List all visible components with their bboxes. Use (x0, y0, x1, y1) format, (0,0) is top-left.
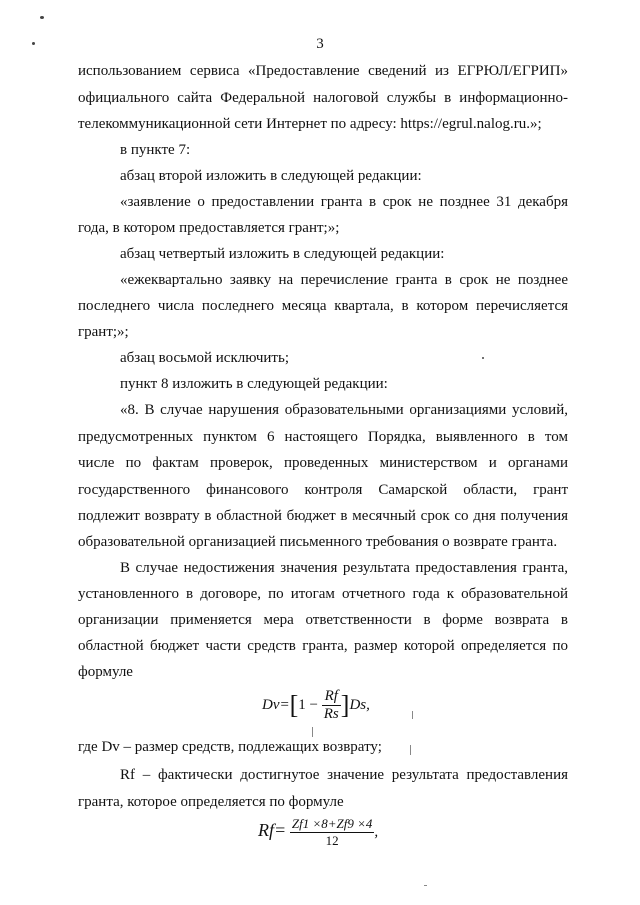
text-line: подлежит возврату в областной бюджет в месячный срок со дня получения (78, 508, 568, 524)
formula-denominator: 12 (325, 833, 339, 848)
scan-speck (312, 727, 313, 737)
text-line: образовательной организацией письменного требования о возврате гранта. (78, 534, 558, 550)
formula-one-minus: 1 − (298, 696, 319, 713)
text-line: телекоммуникационной сети Интернет по адресу: https://egrul.nalog.ru.»; (78, 116, 542, 132)
text-line: Rf – фактически достигнутое значение результата предоставления (120, 767, 568, 783)
formula-fraction (290, 816, 375, 849)
text-line: установленного в договоре, по итогам отчетного года к образовательной (78, 586, 568, 602)
formula-numerator: Zf1 ×8+Zf9 ×4 (291, 816, 373, 831)
text-line: В случае недостижения значения результата предоставления гранта, (120, 560, 568, 576)
text-line: года, в котором предоставляется грант;»; (78, 220, 340, 236)
text-line: гранта, которое определяется по формуле (78, 794, 344, 810)
text-line: где Dv – размер средств, подлежащих возврату; (78, 739, 382, 755)
formula-denominator: Rs (323, 706, 339, 722)
text-line: пункт 8 изложить в следующей редакции: (120, 376, 388, 392)
page-number: 3 (316, 36, 324, 52)
formula-numerator: Rf (322, 688, 341, 706)
text-line: грант;»; (78, 324, 129, 340)
formula-bracket-open: [ (289, 690, 299, 720)
text-line: государственного финансового контроля Самарской области, грант (78, 482, 568, 498)
text-line: предусмотренных пунктом 6 настоящего Порядка, выявленного в том (78, 429, 568, 445)
text-line: использованием сервиса «Предоставление сведений из ЕГРЮЛ/ЕГРИП» (78, 63, 568, 79)
scan-speck (482, 357, 484, 359)
text-line: формуле (78, 664, 133, 680)
text-line: «заявление о предоставлении гранта в срок не позднее 31 декабря (120, 194, 568, 210)
text-line: «ежеквартально заявку на перечисление гранта в срок не позднее (120, 272, 568, 288)
formula-lhs: Rf= (258, 819, 287, 840)
text-line: последнего числа последнего месяца квартала, в котором перечисляется (78, 298, 568, 314)
scan-speck (424, 885, 427, 886)
text-line: «8. В случае нарушения образовательными организациями условий, (120, 402, 568, 418)
formula-dv (262, 688, 370, 723)
text-line: организации применяется мера ответственности в форме возврата в (78, 612, 568, 628)
scan-speck (32, 42, 35, 45)
formula-lhs: Dv= (262, 696, 290, 713)
formula-rf (258, 816, 378, 849)
scan-speck (40, 16, 44, 19)
formula-tail: , (374, 823, 379, 840)
scan-speck (412, 711, 413, 719)
text-line: в пункте 7: (120, 142, 191, 158)
text-line: областной бюджет части средств гранта, размер которой определяется по (78, 638, 568, 654)
text-line: официального сайта Федеральной налоговой службы в информационно- (78, 90, 568, 106)
formula-bracket-close: ] (340, 690, 350, 720)
formula-fraction (322, 688, 341, 723)
text-line: абзац восьмой исключить; (120, 350, 289, 366)
formula-tail: Ds, (349, 696, 370, 713)
text-line: числе по фактам проверок, проведенных министерством и органами (78, 455, 568, 471)
text-line: абзац второй изложить в следующей редакции: (120, 168, 422, 184)
scan-speck (410, 745, 411, 755)
text-line: абзац четвертый изложить в следующей редакции: (120, 246, 445, 262)
